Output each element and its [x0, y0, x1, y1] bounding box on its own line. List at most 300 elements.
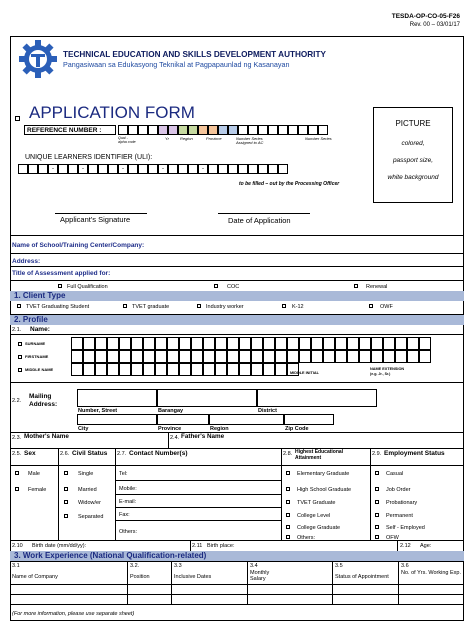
address-row-2[interactable]	[77, 414, 334, 425]
mailing-label: Mailing	[29, 393, 52, 400]
reference-digit-box[interactable]	[248, 125, 258, 135]
name-letter-box[interactable]	[83, 363, 95, 376]
name-letter-box[interactable]	[71, 350, 83, 363]
name-letter-box[interactable]	[323, 337, 335, 350]
picture-title: PICTURE	[395, 119, 431, 128]
reference-digit-box[interactable]	[148, 125, 158, 135]
reference-digit-box[interactable]	[168, 125, 178, 135]
divider	[332, 561, 333, 604]
work-head-dates: Inclusive Dates	[174, 574, 212, 580]
divider	[10, 540, 464, 541]
name-letter-box[interactable]	[167, 363, 179, 376]
name-letter-box[interactable]	[155, 350, 167, 363]
name-letter-box[interactable]	[119, 337, 131, 350]
edu-elementary-checkbox[interactable]	[286, 471, 290, 475]
date-label: Date of Application	[228, 216, 291, 225]
sex-male-checkbox[interactable]	[15, 471, 19, 475]
name-letter-box[interactable]	[191, 350, 203, 363]
divider	[398, 561, 399, 604]
emp-self-employed-label: Self - Employed	[386, 525, 425, 531]
divider	[10, 584, 464, 585]
name-letter-box[interactable]	[239, 350, 251, 363]
agency-tagalog: Pangasiwaan sa Edukasyong Teknikal at Pagpapaunlad ng Kasanayan	[63, 60, 290, 69]
name-letter-box[interactable]	[287, 350, 299, 363]
work-num-2: 3.2.	[130, 563, 140, 569]
divider	[10, 432, 464, 433]
tesda-logo-icon	[18, 39, 58, 79]
name-letter-box[interactable]	[179, 337, 191, 350]
picture-line3: white background	[387, 174, 439, 181]
work-num-1: 3.1	[12, 563, 20, 569]
reference-digit-box[interactable]	[268, 125, 278, 135]
name-letter-box[interactable]	[299, 350, 311, 363]
name-letter-box[interactable]	[383, 337, 395, 350]
name-row-checkbox[interactable]	[18, 368, 22, 372]
divider	[10, 382, 464, 383]
name-letter-box[interactable]	[359, 337, 371, 350]
name-extension-eg: (e.g. Jr., Sr.)	[370, 372, 391, 376]
name-letter-box[interactable]	[287, 337, 299, 350]
divider	[397, 540, 398, 551]
signature-label: Applicant's Signature	[60, 215, 131, 224]
uli-digit-box[interactable]	[278, 164, 288, 174]
edu-tvet-label: TVET Graduate	[297, 500, 336, 506]
client-tvet-graduate-checkbox[interactable]	[123, 304, 127, 308]
divider	[171, 561, 172, 604]
emp-joborder-label: Job Order	[386, 487, 411, 493]
name-letter-box[interactable]	[263, 337, 275, 350]
picture-line1: colored,	[401, 140, 425, 147]
contact-mobile-label: Mobile:	[119, 486, 137, 492]
uli-digit-box[interactable]	[28, 164, 38, 174]
full-qualification-checkbox[interactable]	[58, 284, 62, 288]
client-owf-checkbox[interactable]	[369, 304, 373, 308]
name-row-label: SURNAME	[25, 341, 46, 346]
school-label: Name of School/Training Center/Company:	[12, 242, 145, 249]
addr-barangay-label: Barangay	[158, 408, 184, 414]
edu-college-level-label: College Level	[297, 513, 331, 519]
uli-digit-box[interactable]	[228, 164, 238, 174]
name-letter-box[interactable]	[95, 363, 107, 376]
name-letter-box[interactable]	[203, 350, 215, 363]
divider	[281, 448, 282, 540]
name-letter-box[interactable]	[203, 337, 215, 350]
addr-province-label: Province	[158, 426, 182, 432]
reference-digit-box[interactable]	[128, 125, 138, 135]
name-row-checkbox[interactable]	[18, 355, 22, 359]
name-letter-box[interactable]	[275, 337, 287, 350]
name-letter-box[interactable]	[191, 363, 203, 376]
name-letter-box[interactable]	[275, 363, 287, 376]
name-letter-box[interactable]	[371, 337, 383, 350]
divider	[10, 253, 464, 254]
name-letter-box[interactable]	[227, 337, 239, 350]
name-letter-box[interactable]	[167, 350, 179, 363]
coc-checkbox[interactable]	[214, 284, 218, 288]
name-letter-box[interactable]	[299, 337, 311, 350]
uli-digit-box[interactable]	[178, 164, 188, 174]
divider	[127, 561, 128, 604]
reference-digit-box[interactable]	[318, 125, 328, 135]
birthdate-label: Birth date (mm/dd/yy):	[32, 543, 87, 549]
divider	[190, 540, 191, 551]
mother-label: Mother's Name	[24, 433, 69, 440]
civil-widow-label: Widow/er	[78, 500, 101, 506]
name-letter-box[interactable]	[311, 337, 323, 350]
name-letter-box[interactable]	[395, 337, 407, 350]
name-letter-box[interactable]	[215, 363, 227, 376]
name-letter-box[interactable]	[215, 350, 227, 363]
client-k12-checkbox[interactable]	[282, 304, 286, 308]
uli-separator: -	[48, 164, 58, 174]
name-row	[18, 337, 431, 350]
name-letter-box[interactable]	[335, 337, 347, 350]
work-head-company: Name of Company	[12, 574, 58, 580]
divider	[115, 480, 281, 481]
name-letter-box[interactable]	[251, 363, 263, 376]
divider	[10, 448, 464, 449]
ref-sub-province: Province	[206, 136, 222, 141]
emp-self-employed-checkbox[interactable]	[375, 525, 379, 529]
uli-digit-box[interactable]	[248, 164, 258, 174]
reference-digit-box[interactable]	[238, 125, 248, 135]
name-letter-box[interactable]	[239, 337, 251, 350]
client-tvet-graduating-label: TVET Graduating Student	[26, 304, 90, 310]
uli-digit-box[interactable]	[108, 164, 118, 174]
name-letter-box[interactable]	[263, 350, 275, 363]
address-field[interactable]	[157, 414, 209, 425]
emp-ofw-checkbox[interactable]	[375, 535, 379, 539]
reference-digit-box[interactable]	[178, 125, 188, 135]
emp-permanent-checkbox[interactable]	[375, 513, 379, 517]
uli-digit-box[interactable]	[268, 164, 278, 174]
employment-label: Employment Status	[384, 450, 445, 457]
footer-note: (For more information, please use separate sheet)	[12, 611, 135, 617]
emp-casual-label: Casual	[386, 471, 404, 477]
contact-fax-label: Fax:	[119, 512, 130, 518]
ref-sub-assigned: Number Series Assigned to AC	[236, 136, 264, 146]
ref-sub-series: Number Series	[305, 136, 332, 141]
work-num-3: 3.3	[174, 563, 182, 569]
reference-number-boxes[interactable]	[118, 125, 328, 135]
name-letter-box[interactable]	[131, 350, 143, 363]
n25: 2.5.	[12, 451, 22, 457]
divider	[10, 280, 464, 281]
address-field[interactable]	[157, 389, 257, 407]
uli-digit-box[interactable]	[138, 164, 148, 174]
civil-separated-checkbox[interactable]	[64, 514, 68, 518]
n24: 2.4.	[170, 435, 180, 441]
name-letter-box[interactable]	[203, 363, 215, 376]
name-letter-box[interactable]	[71, 363, 83, 376]
reference-digit-box[interactable]	[188, 125, 198, 135]
address-field[interactable]	[209, 414, 284, 425]
divider	[115, 494, 281, 495]
address-field[interactable]	[257, 389, 377, 407]
divider	[10, 594, 464, 595]
emp-casual-checkbox[interactable]	[375, 471, 379, 475]
reference-digit-box[interactable]	[158, 125, 168, 135]
edu-others-label: Others:	[297, 535, 316, 541]
work-head-salary: Monthly Salary	[250, 570, 270, 583]
n28: 2.8.	[283, 451, 293, 457]
name-letter-box[interactable]	[83, 337, 95, 350]
sex-female-label: Female	[28, 487, 47, 493]
name-letter-box[interactable]	[347, 337, 359, 350]
full-qualification-label: Full Qualification	[67, 284, 108, 290]
addr-region-label: Region	[210, 426, 229, 432]
emp-ofw-label: OFW	[386, 535, 399, 541]
uli-digit-box[interactable]	[208, 164, 218, 174]
n29: 2.9.	[372, 451, 382, 457]
renewal-checkbox[interactable]	[354, 284, 358, 288]
name-letter-box[interactable]	[155, 337, 167, 350]
contact-email-label: E-mail:	[119, 499, 137, 505]
name-letter-box[interactable]	[131, 337, 143, 350]
name-letter-box[interactable]	[275, 350, 287, 363]
edu-tvet-checkbox[interactable]	[286, 500, 290, 504]
address-field[interactable]	[284, 414, 334, 425]
n210: 2.10	[12, 543, 23, 549]
name-letter-box[interactable]	[383, 350, 395, 363]
divider	[168, 432, 169, 448]
uli-digit-box[interactable]	[68, 164, 78, 174]
name-letter-box[interactable]	[107, 363, 119, 376]
ref-sub-region: Region	[180, 136, 193, 141]
uli-digit-box[interactable]	[258, 164, 268, 174]
name-letter-box[interactable]	[371, 350, 383, 363]
name-letter-box[interactable]	[83, 350, 95, 363]
divider	[247, 561, 248, 604]
client-tvet-graduating-checkbox[interactable]	[17, 304, 21, 308]
birthplace-label: Birth place:	[207, 543, 235, 549]
renewal-label: Renewal	[366, 284, 388, 290]
name-letter-box[interactable]	[179, 363, 191, 376]
edu-college-graduate-label: College Graduate	[297, 525, 341, 531]
work-num-4: 3.4	[250, 563, 258, 569]
name-letter-box[interactable]	[167, 337, 179, 350]
reference-number-label: REFERENCE NUMBER :	[24, 125, 116, 135]
uli-digit-box[interactable]	[148, 164, 158, 174]
name-letter-box[interactable]	[179, 350, 191, 363]
uli-separator: -	[158, 164, 168, 174]
date-line[interactable]	[218, 213, 310, 214]
edu-college-level-checkbox[interactable]	[286, 513, 290, 517]
uli-digit-box[interactable]	[218, 164, 228, 174]
edu-highschool-checkbox[interactable]	[286, 487, 290, 491]
name-letter-box[interactable]	[239, 363, 251, 376]
address-label: Address:	[12, 258, 41, 265]
civil-status-label: Civil Status	[72, 450, 108, 457]
name-row-checkbox[interactable]	[18, 342, 22, 346]
edu-highschool-label: High School Graduate	[297, 487, 352, 493]
divider	[115, 507, 281, 508]
reference-digit-box[interactable]	[298, 125, 308, 135]
name-extension-label: NAME EXTENSION	[370, 367, 405, 371]
name-letter-box[interactable]	[407, 350, 419, 363]
addr-district-label: District	[258, 408, 277, 414]
processing-note: to be filled – out by the Processing Officer	[239, 181, 340, 187]
name-letter-box[interactable]	[107, 337, 119, 350]
mailing-address-label: Address:	[29, 401, 58, 408]
signature-line[interactable]	[55, 213, 147, 214]
name-letter-box[interactable]	[251, 350, 263, 363]
uli-digit-box[interactable]	[188, 164, 198, 174]
addr-city-label: City	[78, 426, 89, 432]
contact-label: Contact Number(s)	[129, 450, 188, 457]
reference-digit-box[interactable]	[118, 125, 128, 135]
n22: 2.2.	[12, 398, 22, 404]
divider	[10, 334, 464, 335]
uli-digit-box[interactable]	[238, 164, 248, 174]
name-letter-box[interactable]	[251, 337, 263, 350]
contact-others-label: Others:	[119, 529, 138, 535]
assessment-label: Title of Assessment applied for:	[12, 270, 111, 277]
middle-initial-label: MIDDLE INITIAL	[290, 371, 319, 375]
uli-digit-box[interactable]	[168, 164, 178, 174]
reference-digit-box[interactable]	[258, 125, 268, 135]
address-field[interactable]	[77, 414, 157, 425]
n23: 2.3.	[12, 435, 22, 441]
reference-digit-box[interactable]	[218, 125, 228, 135]
uli-boxes[interactable]	[18, 164, 288, 174]
address-row-1[interactable]	[77, 389, 377, 407]
picture-line2: passport size,	[392, 157, 434, 164]
divider	[10, 465, 464, 466]
emp-joborder-checkbox[interactable]	[375, 487, 379, 491]
address-field[interactable]	[77, 389, 157, 407]
n212: 2.12	[400, 543, 411, 549]
name-letter-box[interactable]	[227, 363, 239, 376]
work-num-6: 3.6	[401, 563, 409, 569]
addr-street-label: Number, Street	[78, 408, 118, 414]
name-letter-box[interactable]	[335, 350, 347, 363]
civil-widow-checkbox[interactable]	[64, 500, 68, 504]
divider	[10, 604, 464, 605]
name-letter-box[interactable]	[143, 363, 155, 376]
name-letter-box[interactable]	[143, 337, 155, 350]
emp-permanent-label: Permanent	[386, 513, 413, 519]
work-experience-header: 3. Work Experience (National Qualification-related)	[10, 551, 464, 561]
doc-code: TESDA-OP-CO-05-F26	[391, 13, 460, 20]
divider	[115, 520, 281, 521]
name-row	[18, 350, 431, 363]
divider	[370, 448, 371, 540]
divider	[10, 561, 464, 562]
name-letter-box[interactable]	[119, 350, 131, 363]
civil-separated-label: Separated	[78, 514, 104, 520]
name-letter-box[interactable]	[227, 350, 239, 363]
name-letter-box[interactable]	[407, 337, 419, 350]
name-letter-box[interactable]	[263, 363, 275, 376]
reference-digit-box[interactable]	[208, 125, 218, 135]
name-letter-box[interactable]	[119, 363, 131, 376]
work-head-status: Status of Appointment	[335, 574, 389, 580]
form-title: APPLICATION FORM	[29, 103, 195, 122]
name-letter-box[interactable]	[419, 337, 431, 350]
ref-sub-yr: Yr	[165, 136, 169, 141]
name-row-label: FIRSTNAME	[25, 354, 49, 359]
name-letter-box[interactable]	[323, 350, 335, 363]
civil-single-label: Single	[78, 471, 94, 477]
emp-probationary-checkbox[interactable]	[375, 500, 379, 504]
uli-digit-box[interactable]	[98, 164, 108, 174]
reference-digit-box[interactable]	[288, 125, 298, 135]
n211: 2.11	[192, 543, 203, 549]
client-tvet-graduate-label: TVET graduate	[132, 304, 170, 310]
divider	[10, 235, 464, 236]
n26: 2.6.	[60, 451, 70, 457]
education-label: Highest Educational Attainment	[295, 449, 344, 461]
name-letter-box[interactable]	[395, 350, 407, 363]
name-letter-box[interactable]	[131, 363, 143, 376]
emp-probationary-label: Probationary	[386, 500, 418, 506]
name-letter-box[interactable]	[347, 350, 359, 363]
civil-married-checkbox[interactable]	[64, 487, 68, 491]
reference-digit-box[interactable]	[228, 125, 238, 135]
client-k12-label: K-12	[292, 304, 304, 310]
profile-header: 2. Profile	[10, 315, 464, 325]
name-letter-box[interactable]	[155, 363, 167, 376]
name-letter-box[interactable]	[143, 350, 155, 363]
reference-digit-box[interactable]	[138, 125, 148, 135]
reference-digit-box[interactable]	[198, 125, 208, 135]
uli-digit-box[interactable]	[128, 164, 138, 174]
divider	[10, 266, 464, 267]
client-industry-worker-label: Industry worker	[206, 304, 244, 310]
edu-college-graduate-checkbox[interactable]	[286, 525, 290, 529]
name-letter-box[interactable]	[419, 350, 431, 363]
client-type-header: 1. Client Type	[10, 291, 464, 301]
edu-others-checkbox[interactable]	[286, 535, 290, 539]
name-letter-box[interactable]	[191, 337, 203, 350]
name-letter-box[interactable]	[215, 337, 227, 350]
title-checkbox[interactable]	[15, 116, 20, 121]
revision: Rev. 00 – 03/01/17	[409, 22, 460, 28]
client-industry-worker-checkbox[interactable]	[197, 304, 201, 308]
civil-married-label: Married	[78, 487, 97, 493]
name-letter-box[interactable]	[359, 350, 371, 363]
name-letter-box[interactable]	[95, 337, 107, 350]
uli-digit-box[interactable]	[58, 164, 68, 174]
client-owf-label: OWF	[380, 304, 393, 310]
uli-separator: -	[78, 164, 88, 174]
name-letter-box[interactable]	[71, 337, 83, 350]
father-label: Father's Name	[181, 433, 225, 440]
civil-single-checkbox[interactable]	[64, 471, 68, 475]
divider	[58, 448, 59, 540]
uli-digit-box[interactable]	[18, 164, 28, 174]
uli-label: UNIQUE LEARNERS IDENTIFIER (ULI):	[25, 154, 153, 161]
name-label: Name:	[30, 326, 50, 333]
contact-tel-label: Tel:	[119, 471, 128, 477]
sex-male-label: Male	[28, 471, 40, 477]
name-letter-box[interactable]	[95, 350, 107, 363]
reference-digit-box[interactable]	[278, 125, 288, 135]
agency-name: TECHNICAL EDUCATION AND SKILLS DEVELOPMENT AUTHORITY	[63, 50, 326, 59]
uli-digit-box[interactable]	[88, 164, 98, 174]
work-head-position: Position	[130, 574, 150, 580]
sex-female-checkbox[interactable]	[15, 487, 19, 491]
uli-separator: -	[118, 164, 128, 174]
reference-digit-box[interactable]	[308, 125, 318, 135]
n21: 2.1.	[12, 327, 22, 333]
name-letter-box[interactable]	[107, 350, 119, 363]
uli-digit-box[interactable]	[38, 164, 48, 174]
age-label: Age:	[420, 543, 432, 549]
sex-label: Sex	[24, 450, 36, 457]
name-letter-box[interactable]	[311, 350, 323, 363]
